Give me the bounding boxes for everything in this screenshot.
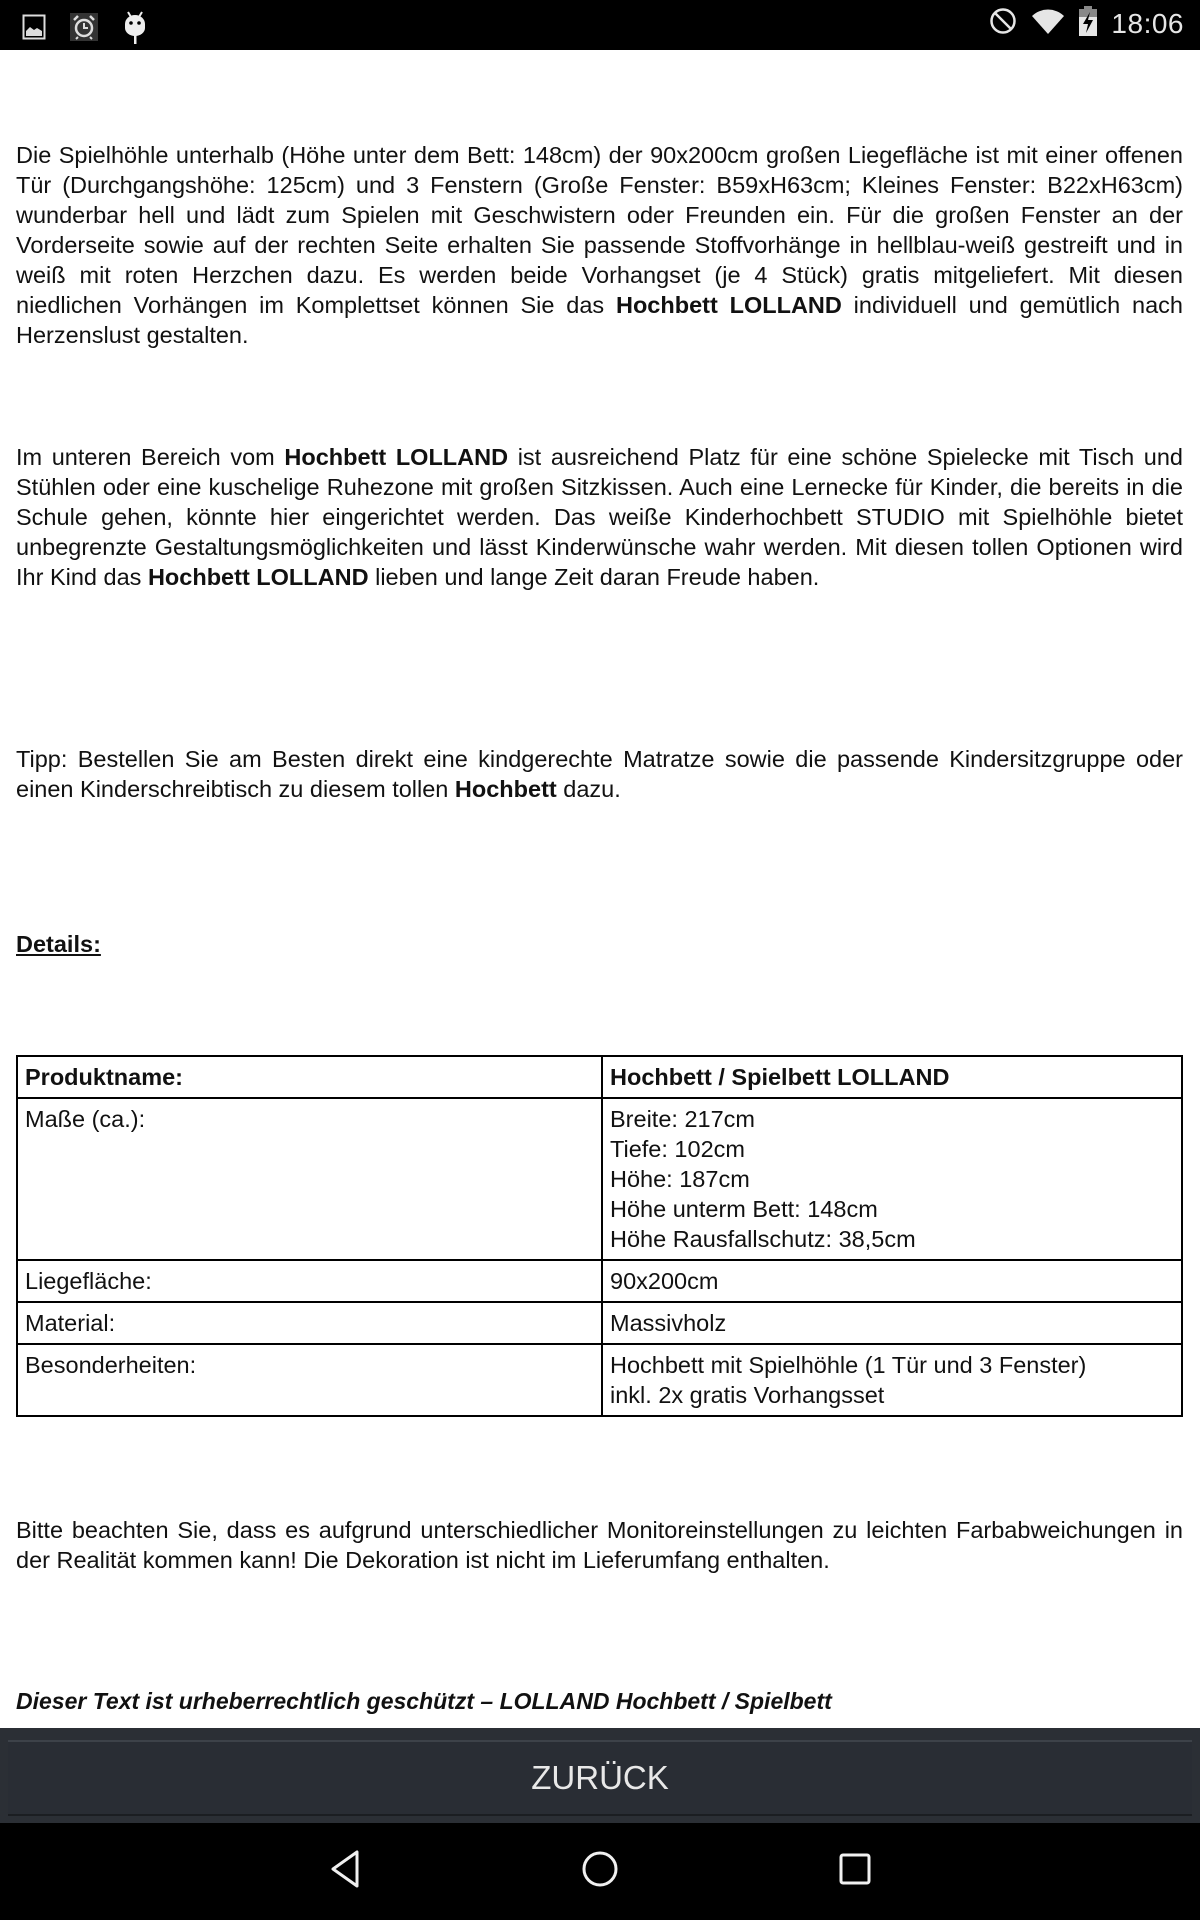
wifi-icon [1031, 7, 1065, 40]
recents-icon [837, 1851, 873, 1892]
nav-home-button[interactable] [570, 1845, 630, 1897]
spec-value-line: inkl. 2x gratis Vorhangsset [610, 1382, 885, 1408]
spec-value [602, 1098, 1182, 1260]
product-name-bold: Hochbett LOLLAND [147, 564, 369, 590]
table-row [17, 1302, 1182, 1344]
spec-value-line: Breite: 217cm [610, 1106, 755, 1132]
spec-key: Maße (ca.): [17, 1098, 602, 1260]
image-icon [22, 14, 46, 45]
table-row [17, 1344, 1182, 1416]
nav-recents-button[interactable] [825, 1845, 885, 1897]
battery-charging-icon [1079, 6, 1097, 41]
description-paragraph-1: Die Spielhöhle unterhalb (Höhe unter dem Bett: 148cm) der 90x200cm großen Liegefläche ist mit einer offenen Tür (Durchgangshöhe: 125cm) und 3 Fenstern (Große Fenster: B59xH63cm; Kleines Fenster: B22xH63cm) wunderbar hell und lädt zum Spielen mit Geschwistern oder Freunden ein. Für die großen Fenster an der Vorderseite sowie auf der rechten Seite erhalten Sie passende Stoffvorhänge in hellblau-weiß gestreift und in weiß mit roten Herzchen dazu. Es werden beide Vorhangset (je 4 Stück) gratis mitgeliefert. Mit diesen niedlichen Vorhängen im Komplettset können Sie das Hochbett LOLLAND individuell und gemütlich nach Herzenslust gestalten. [16, 142, 1184, 348]
spec-value [602, 1344, 1182, 1416]
description-paragraph-2: Im unteren Bereich vom Hochbett LOLLAND ist ausreichend Platz für eine schöne Spielecke mit Tisch und Stühlen oder eine kuschelige Ruhezone mit großen Sitzkissen. Auch eine Lernecke für Kinder, die bereits in die Schule gehen, könnte hier eingerichtet werden. Das weiße Kinderhochbett STUDIO mit Spielhöhle bietet unbegrenzte Gestaltungsmöglichkeiten und lässt Kinderwünsche wahr werden. Mit diesen tollen Optionen wird Ihr Kind das Hochbett LOLLAND lieben und lange Zeit daran Freude haben. [16, 444, 1183, 590]
copyright-notice: Dieser Text ist urheberrechtlich geschützt – LOLLAND Hochbett / Spielbett [16, 1688, 832, 1714]
home-icon [580, 1849, 620, 1894]
status-bar [0, 0, 1200, 50]
spec-value: 90x200cm [602, 1260, 1182, 1302]
spec-value-line: Höhe Rausfallschutz: 38,5cm [610, 1226, 916, 1252]
spec-value-line: Höhe unterm Bett: 148cm [610, 1196, 878, 1222]
nav-back-button[interactable] [315, 1845, 375, 1897]
color-disclaimer: Bitte beachten Sie, dass es aufgrund unterschiedlicher Monitoreinstellungen zu leichten Farbabweichungen in der Realität kommen kann! Die Dekoration ist nicht im Lieferumfang enthalten. [16, 1517, 1183, 1573]
spec-value: Hochbett / Spielbett LOLLAND [602, 1056, 1182, 1098]
table-row [17, 1098, 1182, 1260]
table-row [17, 1260, 1182, 1302]
do-not-disturb-icon [989, 7, 1017, 40]
back-button[interactable]: ZURÜCK [8, 1740, 1192, 1816]
spec-value-line: Tiefe: 102cm [610, 1136, 745, 1162]
tip-paragraph: Tipp: Bestellen Sie am Besten direkt eine kindgerechte Matratze sowie die passende Kindersitzgruppe oder einen Kinderschreibtisch zu diesem tollen Hochbett dazu. [16, 746, 1183, 802]
product-name-bold: Hochbett [454, 776, 557, 802]
spec-key: Liegefläche: [17, 1260, 602, 1302]
spec-key: Material: [17, 1302, 602, 1344]
product-name-bold: Hochbett LOLLAND [615, 292, 842, 318]
spec-value-line: Höhe: 187cm [610, 1166, 750, 1192]
spec-value: Massivholz [602, 1302, 1182, 1344]
spec-table [16, 1055, 1183, 1417]
product-name-bold: Hochbett LOLLAND [284, 444, 509, 470]
clock: 18:06 [1111, 7, 1184, 39]
android-debug-icon [122, 10, 148, 49]
table-row [17, 1056, 1182, 1098]
spec-key: Produktname: [17, 1056, 602, 1098]
back-icon [328, 1849, 362, 1894]
spec-value-line: Hochbett mit Spielhöhle (1 Tür und 3 Fenster) [610, 1352, 1087, 1378]
navigation-bar [0, 1823, 1200, 1920]
details-heading: Details: [16, 931, 101, 957]
button-bar [0, 1728, 1200, 1823]
spec-key: Besonderheiten: [17, 1344, 602, 1416]
alarm-icon [70, 13, 98, 46]
